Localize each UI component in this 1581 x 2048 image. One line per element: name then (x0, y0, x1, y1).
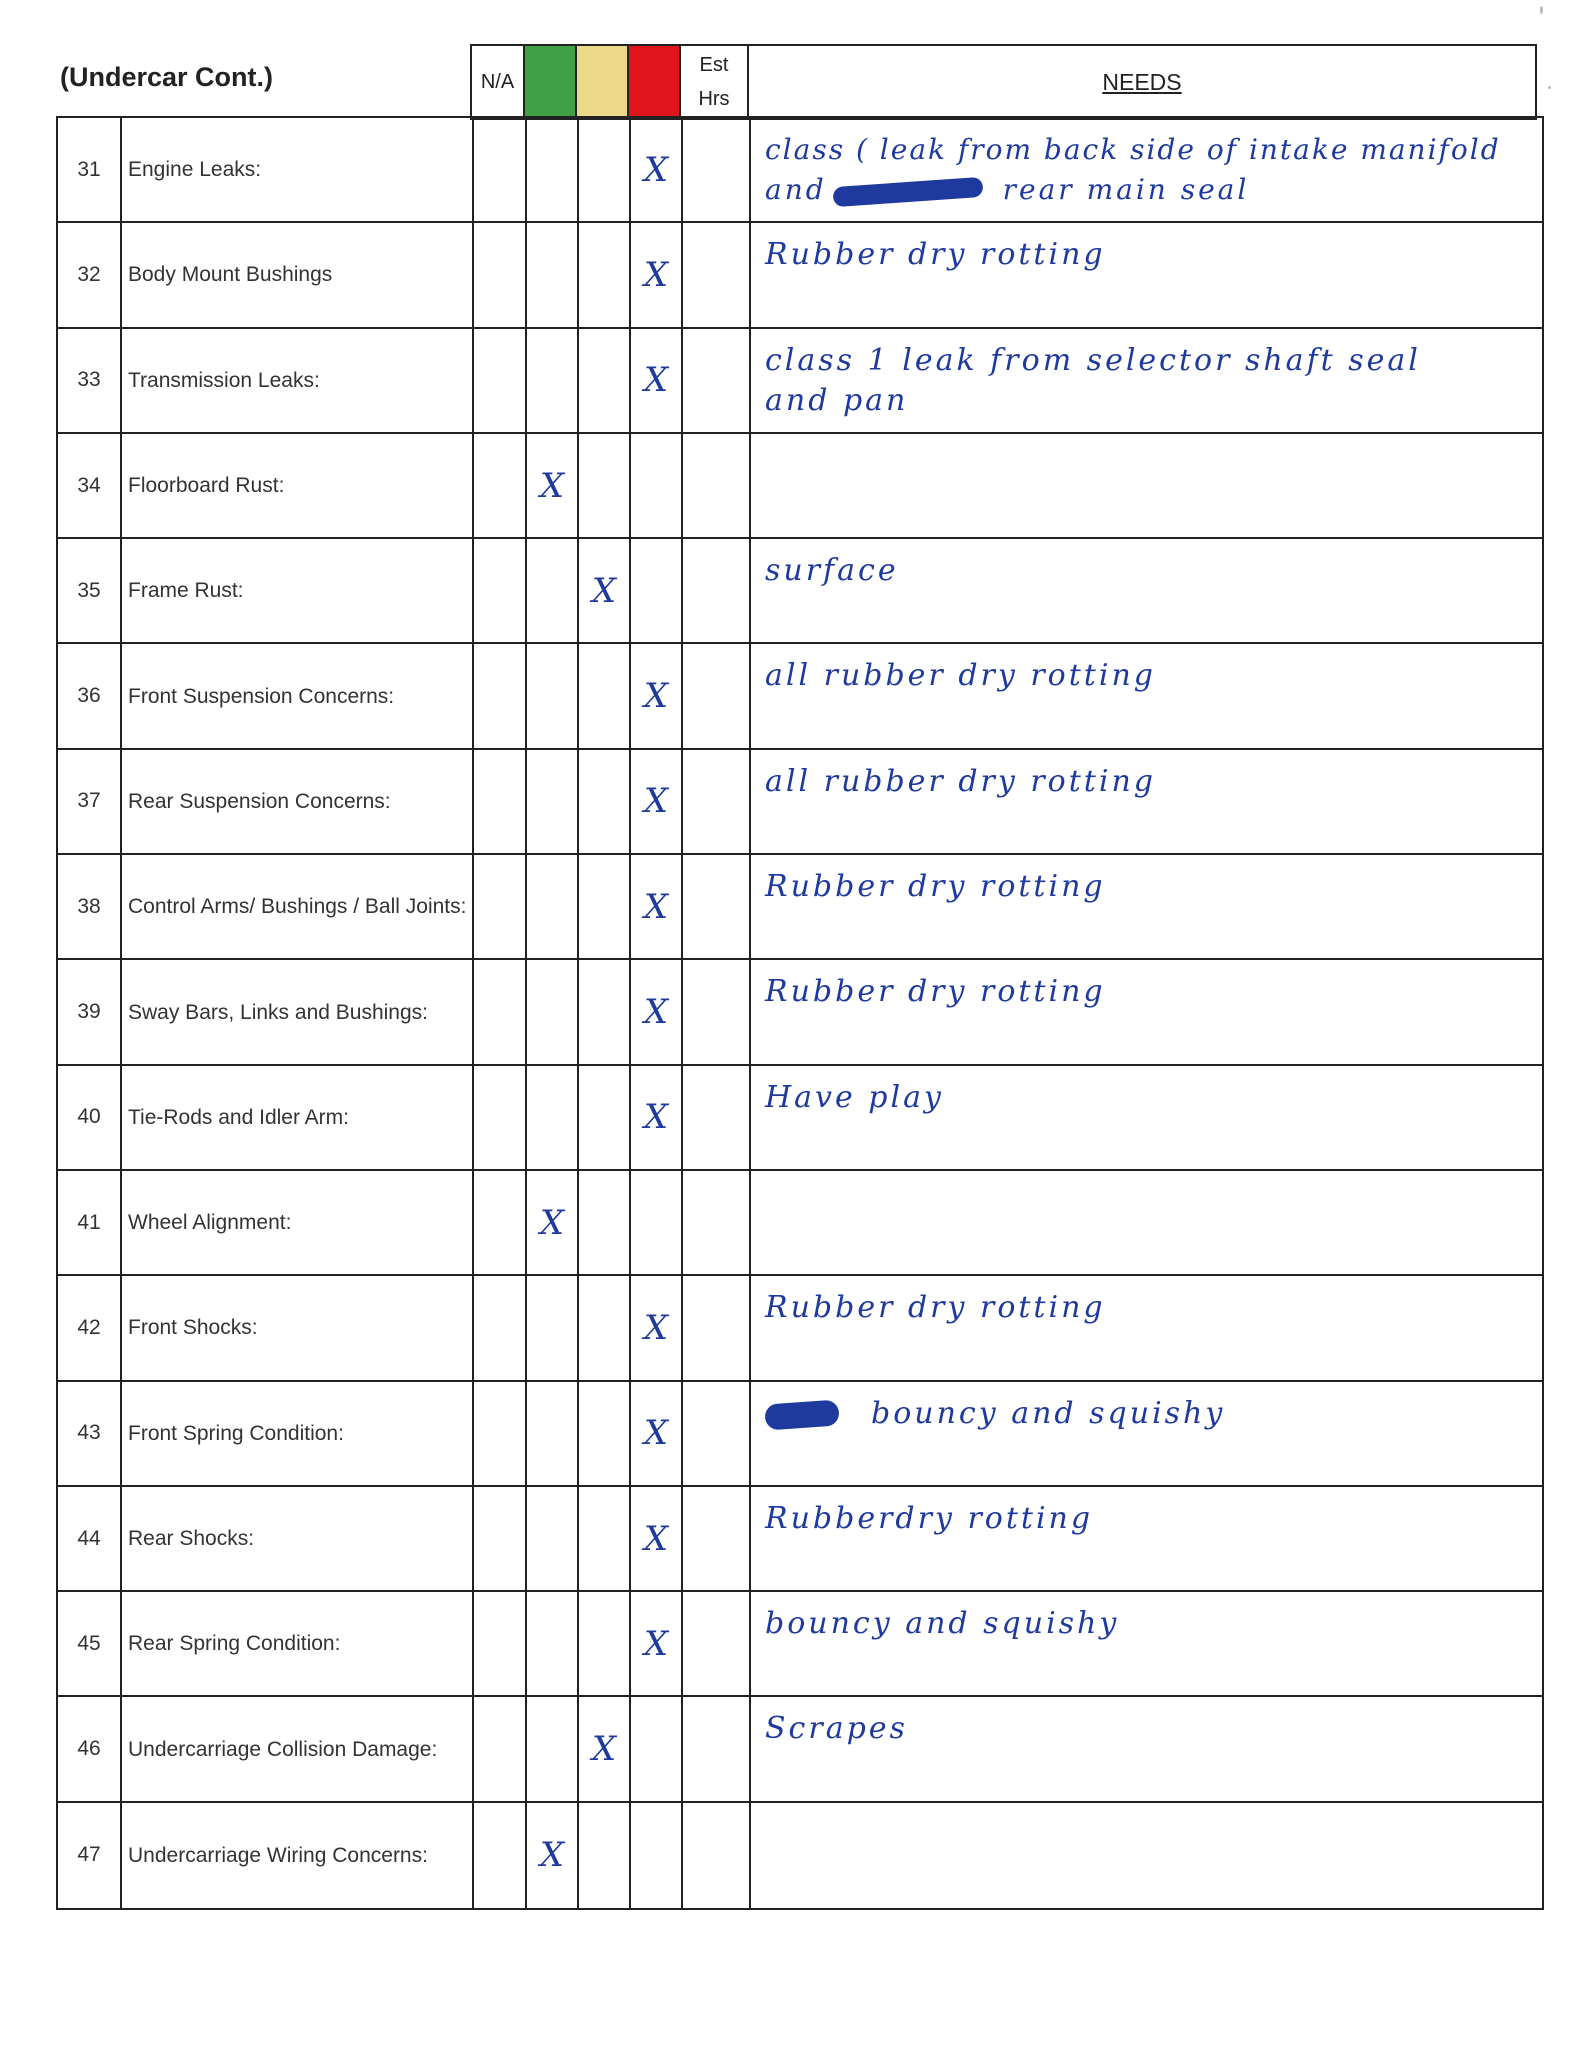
est-hrs-cell[interactable] (683, 1382, 751, 1485)
section-title: (Undercar Cont.) (60, 62, 274, 92)
na-cell[interactable] (474, 1171, 527, 1274)
green-cell[interactable] (527, 960, 579, 1063)
na-cell[interactable] (474, 750, 527, 853)
handwritten-note: Rubber dry rotting (765, 237, 1106, 273)
item-number: 39 (58, 960, 122, 1063)
needs-notes[interactable] (751, 539, 1542, 642)
yellow-cell[interactable] (579, 1487, 631, 1590)
handwritten-note: class ( leak from back side of intake manifold (765, 133, 1501, 166)
item-number: 32 (58, 223, 122, 326)
handwritten-note: bouncy and squishy (871, 1395, 1226, 1431)
green-cell[interactable] (527, 644, 579, 747)
na-cell[interactable] (474, 1592, 527, 1695)
handwritten-note: bouncy and squishy (765, 1606, 1120, 1642)
yellow-cell[interactable] (579, 1066, 631, 1169)
item-label: Undercarriage Wiring Concerns: (122, 1803, 474, 1908)
na-cell[interactable] (474, 329, 527, 432)
na-cell[interactable] (474, 1066, 527, 1169)
table-row (58, 223, 1542, 328)
item-number: 44 (58, 1487, 122, 1590)
check-mark: X (643, 1518, 669, 1559)
check-mark: X (643, 149, 669, 190)
header-est-line2: Hrs (698, 88, 730, 110)
table-row (58, 1171, 1542, 1276)
handwritten-note: Rubber dry rotting (765, 1290, 1106, 1326)
yellow-cell[interactable] (579, 1382, 631, 1485)
needs-notes[interactable] (751, 1171, 1542, 1274)
yellow-cell[interactable] (579, 1592, 631, 1695)
table-row (58, 855, 1542, 960)
item-label: Front Shocks: (122, 1276, 474, 1379)
check-mark: X (643, 254, 669, 295)
red-cell[interactable] (631, 1382, 683, 1485)
item-number: 36 (58, 644, 122, 747)
needs-notes[interactable] (751, 1066, 1542, 1169)
handwritten-note: Rubber dry rotting (765, 869, 1106, 905)
green-cell[interactable] (527, 1487, 579, 1590)
needs-notes[interactable] (751, 1487, 1542, 1590)
est-hrs-cell[interactable] (683, 1171, 751, 1274)
na-cell[interactable] (474, 855, 527, 958)
na-cell[interactable] (474, 1382, 527, 1485)
green-cell[interactable] (527, 434, 579, 537)
needs-notes[interactable] (751, 329, 1542, 432)
red-cell[interactable] (631, 750, 683, 853)
red-cell[interactable] (631, 1066, 683, 1169)
red-cell[interactable] (631, 539, 683, 642)
handwritten-note: Rubber dry rotting (765, 974, 1106, 1010)
table-row (58, 1803, 1542, 1908)
item-label: Body Mount Bushings (122, 223, 474, 326)
item-label: Floorboard Rust: (122, 434, 474, 537)
check-mark: X (643, 886, 669, 927)
item-number: 38 (58, 855, 122, 958)
table-row (58, 1592, 1542, 1697)
table-row (58, 644, 1542, 749)
check-mark: X (643, 1623, 669, 1664)
check-mark: X (643, 992, 669, 1033)
check-mark: X (643, 360, 669, 401)
est-hrs-cell[interactable] (683, 1697, 751, 1800)
table-row (58, 750, 1542, 855)
green-cell[interactable] (527, 1171, 579, 1274)
handwritten-note: and (765, 173, 827, 206)
green-cell[interactable] (527, 1803, 579, 1908)
yellow-cell[interactable] (579, 855, 631, 958)
item-label: Front Spring Condition: (122, 1382, 474, 1485)
na-cell[interactable] (474, 118, 527, 221)
header-est-line1: Est (699, 54, 729, 76)
handwritten-note: class 1 leak from selector shaft seal (765, 342, 1421, 378)
needs-notes[interactable] (751, 1697, 1542, 1800)
check-mark: X (591, 570, 617, 611)
item-label: Sway Bars, Links and Bushings: (122, 960, 474, 1063)
est-hrs-cell[interactable] (683, 329, 751, 432)
item-label: Rear Shocks: (122, 1487, 474, 1590)
item-label: Rear Suspension Concerns: (122, 750, 474, 853)
item-number: 43 (58, 1382, 122, 1485)
red-cell[interactable] (631, 434, 683, 537)
table-row (58, 1276, 1542, 1381)
needs-notes[interactable] (751, 434, 1542, 537)
item-number: 37 (58, 750, 122, 853)
item-label: Front Suspension Concerns: (122, 644, 474, 747)
yellow-cell[interactable] (579, 329, 631, 432)
green-cell[interactable] (527, 1066, 579, 1169)
est-hrs-cell[interactable] (683, 1066, 751, 1169)
item-number: 42 (58, 1276, 122, 1379)
check-mark: X (643, 781, 669, 822)
red-cell[interactable] (631, 223, 683, 326)
check-mark: X (643, 676, 669, 717)
item-label: Tie-Rods and Idler Arm: (122, 1066, 474, 1169)
red-cell[interactable] (631, 855, 683, 958)
item-number: 33 (58, 329, 122, 432)
needs-notes[interactable] (751, 118, 1542, 221)
red-cell[interactable] (631, 644, 683, 747)
scribbled-out-word (764, 1399, 840, 1430)
inspection-table (56, 116, 1544, 1910)
est-hrs-cell[interactable] (683, 539, 751, 642)
green-cell[interactable] (527, 329, 579, 432)
na-cell[interactable] (474, 223, 527, 326)
check-mark: X (643, 1413, 669, 1454)
check-mark: X (539, 465, 565, 506)
red-cell[interactable] (631, 960, 683, 1063)
item-number: 47 (58, 1803, 122, 1908)
handwritten-note: rear main seal (1002, 173, 1250, 206)
check-mark: X (539, 1835, 565, 1876)
handwritten-note: and pan (765, 382, 909, 418)
na-cell[interactable] (474, 539, 527, 642)
handwritten-note: surface (765, 553, 899, 589)
est-hrs-cell[interactable] (683, 434, 751, 537)
yellow-cell[interactable] (579, 1276, 631, 1379)
green-cell[interactable] (527, 118, 579, 221)
handwritten-note-line (765, 1394, 1542, 1434)
red-cell[interactable] (631, 118, 683, 221)
green-cell[interactable] (527, 1276, 579, 1379)
na-cell[interactable] (474, 644, 527, 747)
green-cell[interactable] (527, 223, 579, 326)
check-mark: X (643, 1307, 669, 1348)
yellow-cell[interactable] (579, 960, 631, 1063)
handwritten-note: Scrapes (765, 1711, 908, 1747)
red-cell[interactable] (631, 1803, 683, 1908)
red-cell[interactable] (631, 1592, 683, 1695)
est-hrs-cell[interactable] (683, 1276, 751, 1379)
na-cell[interactable] (474, 1276, 527, 1379)
table-header (470, 44, 1537, 120)
item-number: 35 (58, 539, 122, 642)
est-hrs-cell[interactable] (683, 118, 751, 221)
table-row (58, 329, 1542, 434)
green-cell[interactable] (527, 1382, 579, 1485)
na-cell[interactable] (474, 1487, 527, 1590)
table-row (58, 539, 1542, 644)
needs-notes[interactable] (751, 1276, 1542, 1379)
header-green-swatch (523, 46, 575, 118)
green-cell[interactable] (527, 539, 579, 642)
handwritten-note: all rubber dry rotting (765, 658, 1156, 694)
na-cell[interactable] (474, 960, 527, 1063)
na-cell[interactable] (474, 1803, 527, 1908)
green-cell[interactable] (527, 1697, 579, 1800)
check-mark: X (643, 1097, 669, 1138)
needs-title: NEEDS (1102, 69, 1182, 95)
est-hrs-cell[interactable] (683, 1803, 751, 1908)
yellow-cell[interactable] (579, 118, 631, 221)
table-row (58, 1487, 1542, 1592)
red-cell[interactable] (631, 1697, 683, 1800)
scan-speck (1540, 6, 1543, 14)
item-label: Frame Rust: (122, 539, 474, 642)
na-cell[interactable] (474, 1697, 527, 1800)
handwritten-note: Have play (765, 1079, 944, 1115)
handwritten-note: all rubber dry rotting (765, 763, 1156, 799)
item-label: Engine Leaks: (122, 118, 474, 221)
item-number: 45 (58, 1592, 122, 1695)
check-mark: X (591, 1729, 617, 1770)
needs-notes[interactable] (751, 1382, 1542, 1485)
scan-speck (1548, 86, 1551, 89)
est-hrs-cell[interactable] (683, 223, 751, 326)
item-number: 34 (58, 434, 122, 537)
header-yellow-swatch (575, 46, 627, 118)
needs-notes[interactable] (751, 855, 1542, 958)
header-na: N/A (470, 46, 523, 118)
est-hrs-cell[interactable] (683, 1487, 751, 1590)
header-red-swatch (627, 46, 679, 118)
yellow-cell[interactable] (579, 1171, 631, 1274)
est-hrs-cell[interactable] (683, 750, 751, 853)
est-hrs-cell[interactable] (683, 644, 751, 747)
yellow-cell[interactable] (579, 750, 631, 853)
yellow-cell[interactable] (579, 1697, 631, 1800)
check-mark: X (539, 1202, 565, 1243)
scribbled-out-word (832, 176, 983, 206)
handwritten-note: Rubberdry rotting (765, 1500, 1094, 1536)
handwritten-note-line (765, 170, 1542, 210)
item-label: Transmission Leaks: (122, 329, 474, 432)
green-cell[interactable] (527, 750, 579, 853)
needs-notes[interactable] (751, 1803, 1542, 1908)
est-hrs-cell[interactable] (683, 1592, 751, 1695)
needs-notes[interactable] (751, 223, 1542, 326)
item-number: 31 (58, 118, 122, 221)
red-cell[interactable] (631, 329, 683, 432)
item-label: Wheel Alignment: (122, 1171, 474, 1274)
red-cell[interactable] (631, 1487, 683, 1590)
table-row (58, 1066, 1542, 1171)
item-label: Control Arms/ Bushings / Ball Joints: (122, 855, 474, 958)
needs-notes[interactable] (751, 1592, 1542, 1695)
table-row (58, 1697, 1542, 1802)
green-cell[interactable] (527, 1592, 579, 1695)
needs-notes[interactable] (751, 960, 1542, 1063)
item-number: 46 (58, 1697, 122, 1800)
est-hrs-cell[interactable] (683, 855, 751, 958)
header-est-hrs (679, 46, 747, 118)
item-label: Rear Spring Condition: (122, 1592, 474, 1695)
needs-notes[interactable] (751, 750, 1542, 853)
yellow-cell[interactable] (579, 644, 631, 747)
red-cell[interactable] (631, 1171, 683, 1274)
yellow-cell[interactable] (579, 539, 631, 642)
na-cell[interactable] (474, 434, 527, 537)
table-row (58, 118, 1542, 223)
yellow-cell[interactable] (579, 434, 631, 537)
item-number: 40 (58, 1066, 122, 1169)
green-cell[interactable] (527, 855, 579, 958)
yellow-cell[interactable] (579, 1803, 631, 1908)
item-label: Undercarriage Collision Damage: (122, 1697, 474, 1800)
header-needs (747, 46, 1537, 118)
red-cell[interactable] (631, 1276, 683, 1379)
yellow-cell[interactable] (579, 223, 631, 326)
needs-notes[interactable] (751, 644, 1542, 747)
item-number: 41 (58, 1171, 122, 1274)
est-hrs-cell[interactable] (683, 960, 751, 1063)
table-row (58, 434, 1542, 539)
table-row (58, 960, 1542, 1065)
table-row (58, 1382, 1542, 1487)
